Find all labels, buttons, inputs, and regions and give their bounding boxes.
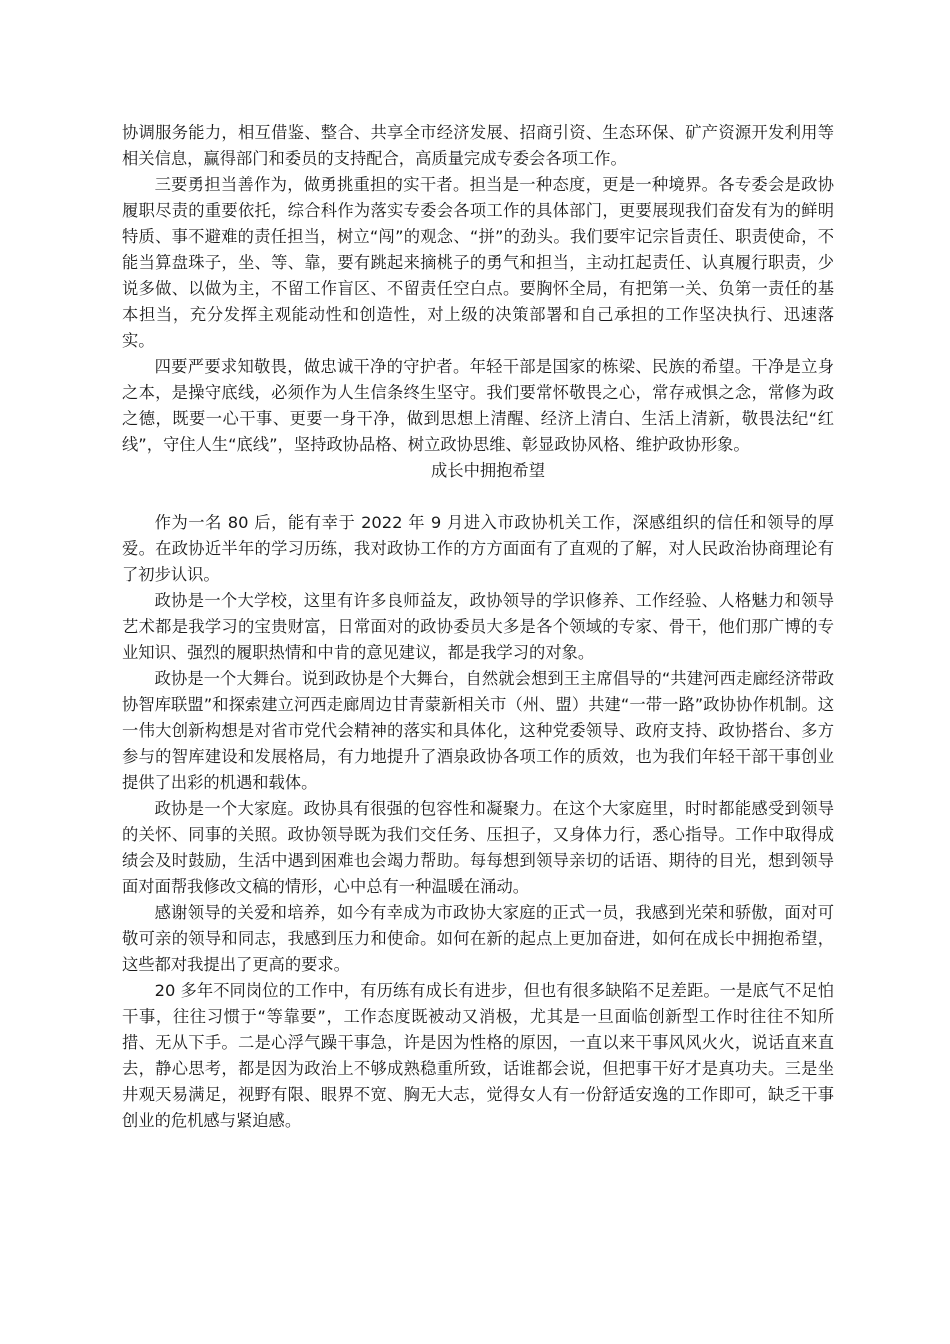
paragraph-continuation: 协调服务能力，相互借鉴、整合、共享全市经济发展、招商引资、生态环保、矿产资源开发利用等相关信息，赢得部门和委员的支持配合，高质量完成专委会各项工作。 (122, 123, 834, 168)
paragraph-fourth-requirement: 四要严要求知敬畏，做忠诚干净的守护者。年轻干部是国家的栋梁、民族的希望。干净是立身之本，是操守底线，必须作为人生信条终生坚守。我们要常怀敬畏之心，常存戒惧之念，常修为政之德，既要一心干事、更要一身干净，做到思想上清醒、经济上清白、生活上清新，敬畏法纪“红线”，守住人生“底线”，坚持政协品格、树立政协思维、彰显政协风格、维护政协形象。 (122, 357, 834, 454)
paragraph-stage: 政协是一个大舞台。说到政协是个大舞台，自然就会想到王主席倡导的“共建河西走廊经济带政协智库联盟”和探索建立河西走廊周边甘青蒙新相关市（州、盟）共建“一带一路”政协协作机制。这一伟大创新构想是对省市党代会精神的落实和具体化，这种党委领导、政府支持、政协搭台、多方参与的智库建设和发展格局，有力地提升了酒泉政协各项工作的质效，也为我们年轻干部干事创业提供了出彩的机遇和载体。 (122, 669, 834, 792)
paragraph-gratitude: 感谢领导的关爱和培养，如今有幸成为市政协大家庭的正式一员，我感到光荣和骄傲，面对可敬可亲的领导和同志，我感到压力和使命。如何在新的起点上更加奋进，如何在成长中拥抱希望，这些都对我提出了更高的要求。 (122, 903, 834, 974)
document-page (122, 120, 834, 1134)
section-title: 成长中拥抱希望 (431, 461, 545, 480)
paragraph-shortcomings: 20 多年不同岗位的工作中，有历练有成长有进步，但也有很多缺陷不足差距。一是底气不足怕干事，往往习惯于“等靠要”，工作态度既被动又消极，尤其是一旦面临创新型工作时往往不知所措、无从下手。二是心浮气躁干事急，许是因为性格的原因，一直以来干事风风火火，说话直来直去，静心思考，都是因为政治上不够成熟稳重所致，话谁都会说，但把事干好才是真功夫。三是坐井观天易满足，视野有限、眼界不宽、胸无大志，觉得女人有一份舒适安逸的工作即可，缺乏干事创业的危机感与紧迫感。 (122, 981, 834, 1130)
paragraph-third-requirement: 三要勇担当善作为，做勇挑重担的实干者。担当是一种态度，更是一种境界。各专委会是政协履职尽责的重要依托，综合科作为落实专委会各项工作的具体部门，更要展现我们奋发有为的鲜明特质、事不避难的责任担当，树立“闯”的观念、“拼”的劲头。我们要牢记宗旨责任、职责使命，不能当算盘珠子，坐、等、靠，要有跳起来摘桃子的勇气和担当，主动扛起责任、认真履行职责，少说多做、以做为主，不留工作盲区、不留责任空白点。要胸怀全局，有把第一关、负第一责任的基本担当，充分发挥主观能动性和创造性，对上级的决策部署和自己承担的工作坚决执行、迅速落实。 (122, 175, 834, 350)
paragraph-school: 政协是一个大学校，这里有许多良师益友，政协领导的学识修养、工作经验、人格魅力和领导艺术都是我学习的宝贵财富，日常面对的政协委员大多是各个领域的专家、骨干，他们那广博的专业知识、强烈的履职热情和中肯的意见建议，都是我学习的对象。 (122, 591, 834, 662)
paragraph-family: 政协是一个大家庭。政协具有很强的包容性和凝聚力。在这个大家庭里，时时都能感受到领导的关怀、同事的关照。政协领导既为我们交任务、压担子，又身体力行，悉心指导。工作中取得成绩会及时鼓励，生活中遇到困难也会竭力帮助。每每想到领导亲切的话语、期待的目光，想到领导面对面帮我修改文稿的情形，心中总有一种温暖在涌动。 (122, 799, 834, 896)
paragraph-intro: 作为一名 80 后，能有幸于 2022 年 9 月进入市政协机关工作，深感组织的信任和领导的厚爱。在政协近半年的学习历练，我对政协工作的方方面面有了直观的了解，对人民政治协商理论有了初步认识。 (122, 513, 834, 584)
spacer (122, 484, 834, 510)
